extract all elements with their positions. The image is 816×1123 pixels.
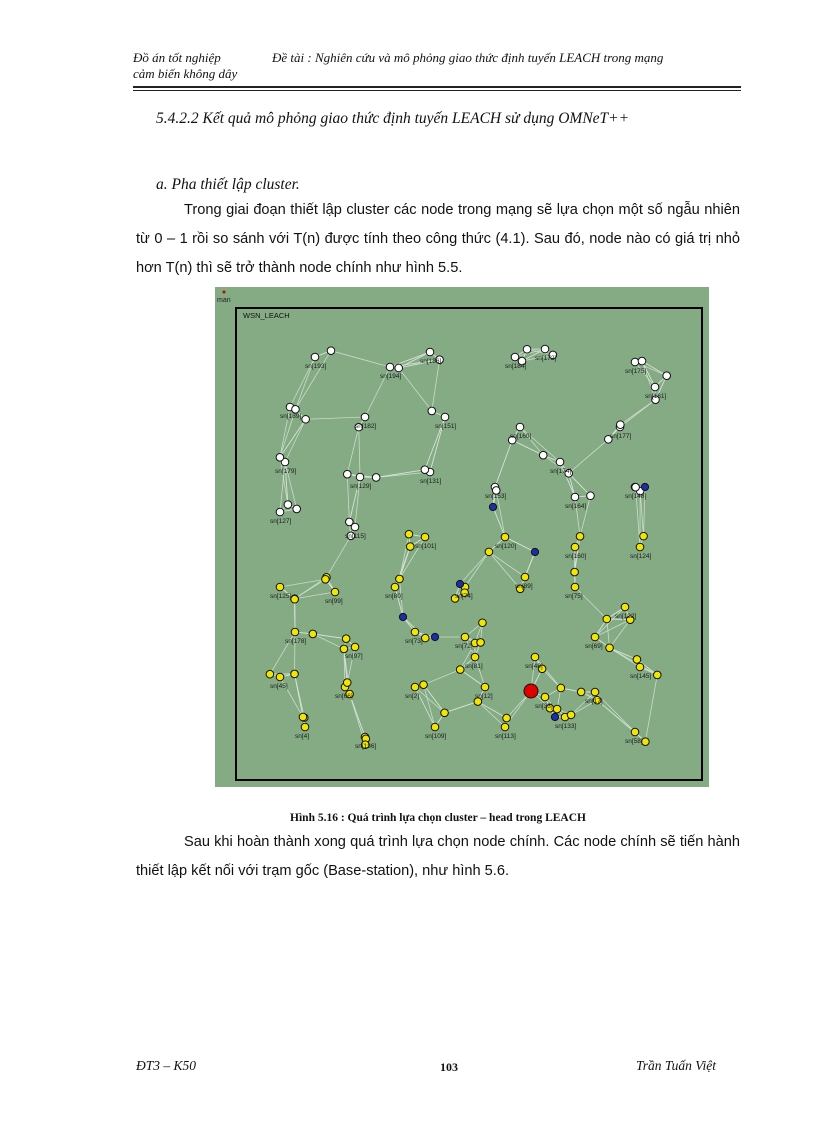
node-label: sn[125]: [270, 593, 292, 600]
network-edge: [597, 700, 645, 742]
sensor-node: [523, 345, 531, 353]
node-label: sn[73]: [405, 638, 423, 645]
network-edge: [424, 670, 461, 685]
sensor-node: [284, 501, 292, 509]
sensor-node: [541, 345, 549, 353]
cluster-head-node: [266, 670, 274, 678]
cluster-head-node: [343, 679, 351, 687]
node-label: sn[124]: [630, 553, 652, 560]
node-label: sn[193]: [305, 363, 327, 370]
network-edge: [295, 674, 303, 717]
footer-class: ĐT3 – K50: [136, 1058, 197, 1073]
node-label: sn[89]: [515, 583, 533, 590]
node-label: sn[17]: [585, 698, 603, 705]
node-label: sn[45]: [270, 683, 288, 690]
cluster-head-node: [653, 671, 661, 679]
node-label: sn[115]: [345, 533, 366, 540]
cluster-head-node: [276, 583, 284, 591]
cluster-head-node: [411, 683, 419, 691]
sensor-node: [511, 353, 519, 361]
member-node: [489, 503, 496, 510]
sensor-node: [651, 383, 659, 391]
network-edge: [432, 360, 440, 411]
cluster-head-node: [456, 666, 464, 674]
header-rule-thin: [133, 90, 741, 91]
sensor-node: [617, 421, 625, 429]
node-label: sn[184]: [505, 363, 527, 370]
node-label: sn[69]: [585, 643, 603, 650]
cluster-head-node: [391, 583, 399, 591]
cluster-head-node: [276, 673, 284, 681]
simulation-figure: [215, 287, 709, 787]
network-edge: [445, 702, 478, 713]
network-edge: [620, 400, 655, 425]
cluster-head-node: [621, 603, 629, 611]
network-edge: [285, 419, 306, 462]
network-edge: [331, 351, 390, 367]
sensor-node: [632, 483, 640, 491]
cluster-head-node: [603, 615, 611, 623]
node-label: sn[81]: [465, 663, 483, 670]
cluster-head-node: [406, 543, 414, 551]
member-node: [531, 548, 538, 555]
node-label: sn[151]: [435, 423, 457, 430]
paragraph-1: [136, 196, 740, 283]
cluster-head-node: [501, 533, 509, 541]
cluster-head-node: [521, 573, 529, 581]
header-topic: Đề tài : Nghiên cứu và mô phỏng giao thức định tuyến LEACH trong mạng: [272, 50, 664, 65]
cluster-head-node: [531, 653, 539, 661]
sensor-node: [386, 363, 394, 371]
cluster-head-node: [342, 635, 350, 643]
cluster-head-node: [591, 633, 599, 641]
cluster-head-node: [606, 644, 614, 652]
footer-author: Trần Tuấn Việt: [636, 1058, 717, 1073]
node-label: sn[122]: [615, 613, 637, 620]
cluster-head-node: [503, 714, 511, 722]
edges-layer: [270, 349, 667, 745]
cluster-head-node: [631, 728, 639, 736]
network-edge: [306, 417, 365, 419]
labels-layer: [270, 355, 667, 750]
sensor-node: [571, 493, 579, 501]
cluster-head-node: [567, 711, 575, 719]
cluster-head-node: [351, 643, 359, 651]
cluster-head-node: [636, 543, 644, 551]
network-edge: [326, 536, 350, 577]
node-label: sn[74]: [455, 593, 473, 600]
network-edge: [347, 427, 358, 474]
network-boundary: [236, 308, 702, 780]
sensor-node: [441, 413, 449, 421]
cluster-head-node: [571, 568, 579, 576]
node-label: sn[4]: [295, 733, 310, 740]
node-label: sn[129]: [350, 483, 372, 490]
cluster-head-node: [501, 723, 509, 731]
cluster-head-node: [471, 653, 479, 661]
network-edge: [424, 685, 445, 713]
nodes-layer: [266, 345, 670, 748]
network-edge: [569, 439, 609, 473]
node-label: sn[194]: [380, 373, 402, 380]
node-label: sn[12]: [475, 693, 493, 700]
sensor-node: [395, 364, 403, 372]
cluster-head-node: [291, 670, 299, 678]
node-label: sn[133]: [555, 723, 577, 730]
network-edge: [575, 587, 607, 619]
cluster-head-node: [309, 630, 317, 638]
paragraph-2-text: Sau khi hoàn thành xong quá trình lựa chọn node chính. Các node chính sẽ tiến hành thiết lập kết nối với trạm gốc (Base-station), như hình 5.6.: [136, 834, 740, 879]
network-edge: [495, 440, 512, 487]
node-label: sn[72]: [455, 643, 473, 650]
member-node: [399, 613, 406, 620]
figure-caption: Hình 5.16 : Quá trình lựa chọn cluster – head trong LEACH: [290, 812, 586, 824]
network-edge: [465, 552, 489, 587]
cluster-head-node: [571, 583, 579, 591]
cluster-head-node: [405, 530, 413, 538]
node-label: sn[179]: [275, 468, 297, 475]
node-label: sn[80]: [385, 593, 403, 600]
node-label: sn[109]: [425, 733, 447, 740]
node-label: sn[66]: [335, 693, 353, 700]
node-label: sn[48]: [525, 663, 543, 670]
cluster-head-node: [291, 595, 299, 603]
node-label: sn[186]: [420, 358, 442, 365]
member-node: [641, 483, 648, 490]
cluster-head-node: [577, 688, 585, 696]
cluster-head-node: [396, 575, 404, 583]
cluster-head-node: [640, 532, 648, 540]
cluster-head-node: [411, 628, 419, 636]
network-edge: [460, 552, 489, 584]
paragraph-2: [136, 828, 740, 886]
node-label: sn[174]: [550, 468, 572, 475]
cluster-head-node: [331, 588, 339, 596]
sensor-node: [327, 347, 335, 355]
sensor-node: [638, 357, 646, 365]
network-edge: [359, 427, 360, 477]
node-label: sn[2]: [405, 693, 420, 700]
node-label: sn[120]: [495, 543, 517, 550]
node-label: sn[145]: [630, 673, 652, 680]
base-station-node: [524, 684, 538, 698]
network-edge: [478, 702, 505, 727]
sensor-node: [631, 358, 639, 366]
cluster-head-node: [441, 709, 449, 717]
cluster-head-node: [633, 656, 641, 664]
node-label: sn[178]: [285, 638, 307, 645]
network-edge: [399, 368, 432, 411]
cluster-head-node: [485, 548, 493, 556]
cluster-head-node: [576, 533, 584, 541]
sensor-node: [356, 473, 364, 481]
cluster-head-node: [431, 723, 439, 731]
sensor-node: [361, 413, 369, 421]
cluster-head-node: [322, 575, 330, 583]
sensor-node: [276, 508, 284, 516]
sensor-node: [556, 458, 564, 466]
network-edge: [460, 670, 485, 687]
member-node: [456, 580, 463, 587]
subsection-title: a. Pha thiết lập cluster.: [156, 176, 300, 193]
node-label: sn[177]: [610, 433, 632, 440]
node-label: sn[189]: [280, 413, 302, 420]
cluster-head-node: [481, 683, 489, 691]
member-node: [431, 633, 438, 640]
sensor-node: [302, 415, 310, 423]
network-edge: [475, 657, 485, 687]
node-label: sn[153]: [485, 493, 507, 500]
network-edge: [424, 685, 435, 727]
node-label: sn[136]: [355, 743, 377, 750]
sensor-node: [343, 470, 351, 478]
cluster-head-node: [479, 619, 487, 627]
cluster-head-node: [591, 688, 599, 696]
network-graph: [215, 287, 709, 787]
sensor-node: [292, 406, 300, 414]
sensor-node: [293, 505, 301, 513]
cluster-head-node: [477, 639, 485, 647]
cluster-head-node: [571, 543, 579, 551]
network-edge: [535, 657, 561, 688]
sensor-node: [311, 353, 319, 361]
network-edge: [520, 427, 543, 455]
node-label: sn[58]: [625, 738, 643, 745]
cluster-head-node: [541, 693, 549, 701]
node-label: sn[101]: [415, 543, 437, 550]
sensor-node: [539, 451, 547, 459]
node-label: sn[175]: [625, 368, 647, 375]
node-label: sn[182]: [355, 423, 377, 430]
node-label: sn[160]: [565, 553, 587, 560]
node-label: sn[99]: [325, 598, 343, 605]
section-title: 5.4.2.2 Kết quả mô phỏng giao thức định tuyến LEACH sử dụng OMNeT++: [156, 110, 630, 127]
node-label: sn[127]: [270, 518, 292, 525]
cluster-head-node: [291, 628, 299, 636]
sensor-node: [346, 518, 354, 526]
sensor-node: [428, 407, 436, 415]
node-label: sn[148]: [625, 493, 647, 500]
network-edge: [478, 702, 507, 719]
sensor-node: [421, 466, 429, 474]
cluster-head-node: [301, 723, 309, 731]
network-edge: [610, 648, 637, 660]
corner-label: man: [217, 297, 231, 304]
sensor-node: [663, 372, 671, 380]
sensor-node: [516, 423, 524, 431]
node-label: sn[131]: [420, 478, 442, 485]
network-edge: [399, 547, 410, 579]
cluster-head-node: [557, 684, 565, 692]
node-label: sn[172]: [535, 355, 557, 362]
cluster-head-node: [299, 713, 307, 721]
sensor-node: [587, 492, 595, 500]
node-label: sn[113]: [495, 733, 516, 740]
member-node: [551, 713, 558, 720]
network-edge: [580, 496, 590, 537]
network-edge: [493, 507, 505, 537]
node-label: sn[164]: [565, 503, 587, 510]
network-edge: [347, 474, 349, 522]
cluster-head-node: [636, 663, 644, 671]
header-subtopic: cảm biến không dây: [133, 66, 238, 81]
node-label: sn[33]: [535, 703, 553, 710]
network-label: WSN_LEACH: [243, 311, 290, 320]
sensor-node: [276, 454, 284, 462]
sensor-node: [426, 348, 434, 356]
network-edge: [645, 675, 657, 742]
network-edge: [512, 440, 543, 455]
node-label: sn[75]: [565, 593, 583, 600]
header-project-label: Đồ án tốt nghiệp: [133, 50, 221, 65]
network-edge: [610, 620, 631, 648]
cluster-head-node: [461, 633, 469, 641]
corner-marker-icon: [223, 291, 226, 294]
paragraph-1-text: Trong giai đoạn thiết lập cluster các node trong mạng sẽ lựa chọn một số ngẫu nhiên từ 0 – 1 rồi so sánh với T(n) được tính theo công thức (4.1). Sau đó, node nào có giá trị nhỏ hơn T(n) thì sẽ trở thành node chính như hình 5.5.: [136, 202, 740, 276]
header-rule-thick: [133, 86, 741, 88]
cluster-head-node: [421, 533, 429, 541]
cluster-head-node: [420, 681, 428, 689]
footer-page-number: 103: [440, 1060, 458, 1074]
sensor-node: [372, 474, 380, 482]
node-label: sn[161]: [645, 393, 667, 400]
node-label: sn[160]: [510, 433, 532, 440]
cluster-head-node: [553, 705, 561, 713]
cluster-head-node: [340, 645, 348, 653]
node-label: sn[97]: [345, 653, 363, 660]
